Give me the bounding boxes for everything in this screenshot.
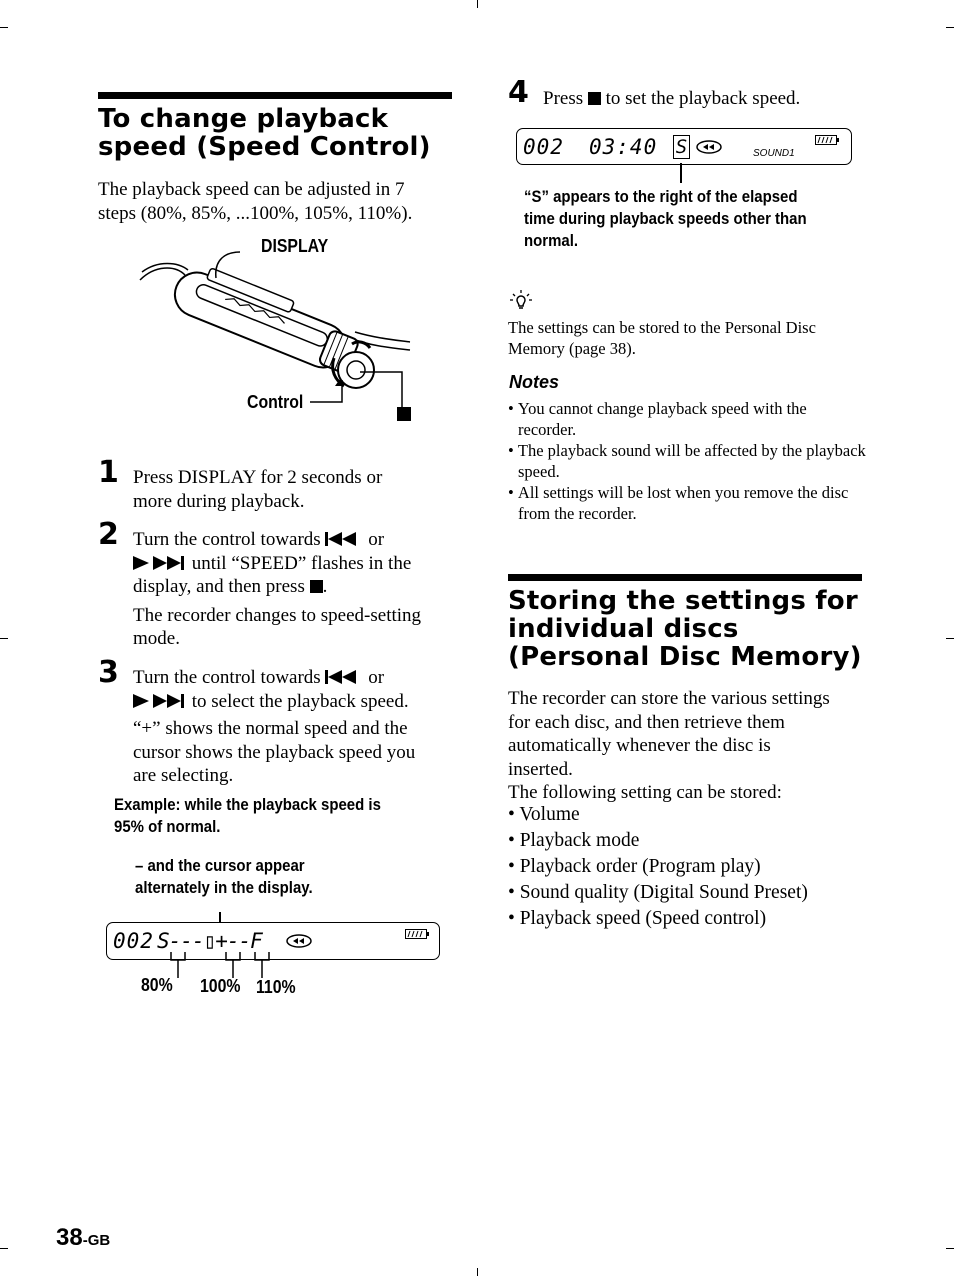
stored-settings-list: [508, 802, 808, 932]
tip-text: The settings can be stored to the Personal Disc Memory (page 38).: [508, 318, 816, 358]
stop-button-icon: [397, 407, 411, 421]
list-item: • Playback mode: [508, 830, 640, 851]
play-next-icon: [133, 556, 187, 570]
display-button-label: DISPLAY: [261, 236, 329, 256]
lcd-speed-bar: S---▯+--F: [157, 929, 262, 953]
intro-text: The playback speed can be adjusted in 7 steps (80%, 85%, ...100%, 105%, 110%).: [98, 179, 413, 224]
lcd-track-number: 002: [113, 929, 154, 953]
heading-rule: [508, 574, 862, 581]
crop-mark: [0, 638, 8, 639]
crop-mark: [946, 27, 954, 28]
time-lcd-display: [516, 128, 852, 165]
list-item: • Sound quality (Digital Sound Preset): [508, 882, 808, 903]
battery-icon: [815, 135, 839, 145]
example-caption: Example: while the playback speed is 95% of normal.: [114, 795, 381, 836]
step-text: Turn the control towards or to select the playback speed. “+” shows the normal speed and the cursor shows the playback speed you are selecting.: [133, 667, 416, 786]
stop-icon: [310, 580, 323, 593]
step-number: 3: [98, 655, 119, 690]
disc-icon: [285, 933, 313, 949]
lightbulb-hint-icon: [510, 290, 532, 314]
heading-rule: [98, 92, 452, 99]
step-number: 4: [508, 75, 529, 110]
lcd-elapsed-time: 03:40: [589, 135, 658, 159]
lcd-s-mark: S: [673, 135, 690, 159]
list-item: • Volume: [508, 804, 580, 825]
control-label: Control: [247, 392, 304, 412]
page-number: 38-GB: [56, 1224, 111, 1251]
cursor-caption: – and the cursor appear alternately in the display.: [135, 856, 313, 897]
pdm-description: The recorder can store the various settings for each disc, and then retrieve them automatically whenever the disc is inserted. The following setting can be stored:: [508, 688, 830, 803]
step-text: Turn the control towards or until “SPEED” flashes in the display, and then press . The recorder changes to speed-setting mode.: [133, 529, 422, 649]
previous-icon: [325, 670, 363, 684]
note-item: • The playback sound will be affected by the playback speed.: [508, 441, 866, 481]
scale-label-80: 80%: [141, 975, 173, 995]
step-text: Press to set the playback speed.: [543, 88, 801, 109]
disc-icon: [695, 139, 723, 155]
play-next-icon: [133, 694, 187, 708]
step-number: 2: [98, 517, 119, 552]
scale-label-100: 100%: [200, 976, 241, 996]
step-text: Press DISPLAY for 2 seconds or more during playback.: [133, 467, 383, 512]
section-heading: To change playback speed (Speed Control): [98, 104, 431, 162]
crop-mark: [946, 638, 954, 639]
crop-mark: [0, 27, 8, 28]
note-item: • You cannot change playback speed with the recorder.: [508, 399, 807, 439]
scale-brackets: [168, 950, 278, 978]
previous-icon: [325, 532, 363, 546]
battery-icon: [405, 929, 429, 939]
section-heading: Storing the settings for individual discs (Personal Disc Memory): [508, 586, 862, 672]
scale-label-110: 110%: [256, 977, 296, 997]
list-item: • Playback speed (Speed control): [508, 908, 767, 929]
crop-mark: [477, 1268, 478, 1276]
lcd-track-number: 002: [523, 135, 564, 159]
list-item: • Playback order (Program play): [508, 856, 761, 877]
notes-title: Notes: [509, 372, 560, 392]
s-mark-caption: “S” appears to the right of the elapsed time during playback speeds other than normal.: [524, 187, 807, 250]
crop-mark: [0, 1248, 8, 1249]
step-number: 1: [98, 455, 119, 490]
note-item: • All settings will be lost when you remove the disc from the recorder.: [508, 483, 849, 523]
crop-mark: [477, 0, 478, 8]
crop-mark: [946, 1248, 954, 1249]
s-pointer-line: [680, 163, 682, 183]
stop-icon: [588, 92, 601, 105]
lcd-sound-mode: SOUND1: [753, 148, 795, 159]
